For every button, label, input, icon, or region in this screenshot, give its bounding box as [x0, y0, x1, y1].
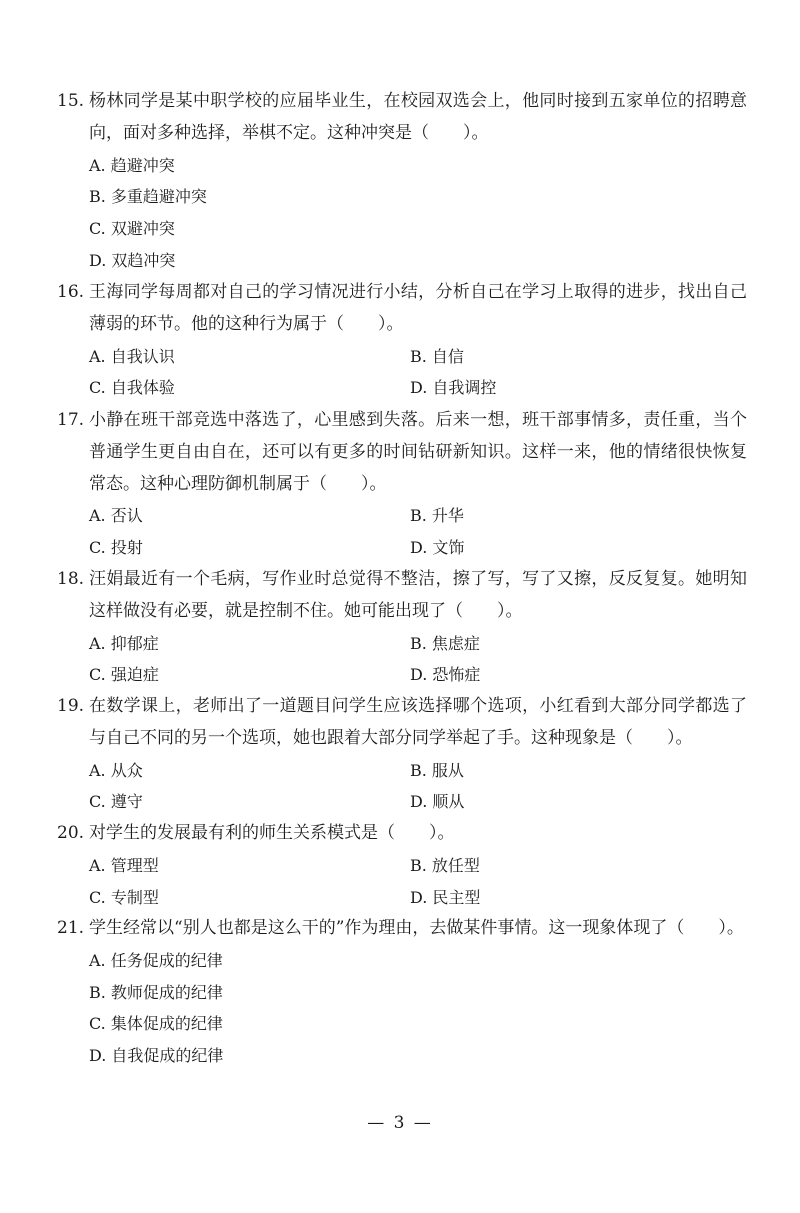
option-b: B. 焦虑症 [410, 633, 480, 653]
option-d: D. 恐怖症 [410, 665, 481, 685]
option-c: C. 投射 [89, 538, 143, 558]
option-a: A. 管理型 [89, 855, 159, 875]
question-number: 17. [57, 410, 85, 430]
option-d: D. 双趋冲突 [89, 250, 176, 270]
option-c: C. 专制型 [89, 887, 159, 907]
question-stem: 对学生的发展最有利的师生关系模式是（ ）。 [89, 823, 455, 843]
option-b: B. 服从 [410, 760, 464, 780]
question-stem: 小静在班干部竞选中落选了，心里感到失落。后来一想，班干部事情多，责任重，当个普通学生更自由自在，还可以有更多的时间钻研新知识。这样一来，他的情绪很快恢复常态。这种心理防御机制属于（ ）。 [89, 410, 747, 494]
option-b: B. 自信 [410, 346, 464, 366]
option-list [89, 755, 747, 819]
question-stem: 王海同学每周都对自己的学习情况进行小结，分析自己在学习上取得的进步，找出自己薄弱的环节。他的这种行为属于（ ）。 [89, 282, 747, 334]
question-number: 19. [57, 696, 85, 716]
question-stem: 汪娟最近有一个毛病，写作业时总觉得不整洁，擦了写，写了又擦，反反复复。她明知这样做没有必要，就是控制不住。她可能出现了（ ）。 [89, 569, 747, 621]
option-c: C. 遵守 [89, 792, 143, 812]
page-number: — 3 — [367, 1113, 433, 1133]
option-list [89, 628, 747, 692]
option-list [89, 341, 747, 405]
option-a: A. 抑郁症 [89, 633, 159, 653]
option-d: D. 文饰 [410, 538, 465, 558]
question-20 [57, 818, 747, 913]
question-stem: 学生经常以“别人也都是这么干的”作为理由，去做某件事情。这一现象体现了（ ）。 [89, 918, 744, 938]
option-a: A. 从众 [89, 760, 143, 780]
option-list [89, 500, 747, 564]
question-17 [57, 405, 747, 564]
question-18 [57, 564, 747, 691]
question-number: 15. [57, 91, 85, 111]
question-number: 20. [57, 823, 85, 843]
option-d: D. 顺从 [410, 792, 465, 812]
question-16 [57, 277, 747, 404]
question-number: 21. [57, 918, 85, 938]
option-a: A. 趋避冲突 [89, 155, 175, 175]
option-d: D. 自我调控 [410, 378, 497, 398]
option-c: C. 集体促成的纪律 [89, 1014, 223, 1034]
option-d: D. 自我促成的纪律 [89, 1046, 224, 1066]
option-c: C. 强迫症 [89, 665, 159, 685]
option-c: C. 双避冲突 [89, 219, 175, 239]
question-19 [57, 691, 747, 818]
option-b: B. 放任型 [410, 855, 480, 875]
question-number: 18. [57, 569, 85, 589]
option-c: C. 自我体验 [89, 378, 175, 398]
question-stem: 在数学课上，老师出了一道题目问学生应该选择哪个选项，小红看到大部分同学都选了与自己不同的另一个选项，她也跟着大部分同学举起了手。这种现象是（ ）。 [89, 696, 747, 748]
option-b: B. 教师促成的纪律 [89, 982, 223, 1002]
option-d: D. 民主型 [410, 887, 481, 907]
question-15 [57, 86, 747, 277]
question-stem: 杨林同学是某中职学校的应届毕业生，在校园双选会上，他同时接到五家单位的招聘意向，面对多种选择，举棋不定。这种冲突是（ ）。 [89, 91, 747, 143]
option-a: A. 任务促成的纪律 [89, 950, 223, 970]
option-b: B. 升华 [410, 506, 464, 526]
option-b: B. 多重趋避冲突 [89, 187, 207, 207]
question-21 [57, 913, 747, 1072]
question-number: 16. [57, 282, 85, 302]
option-a: A. 自我认识 [89, 346, 175, 366]
option-list [89, 150, 747, 277]
option-list [89, 850, 747, 914]
option-a: A. 否认 [89, 506, 143, 526]
option-list [89, 945, 747, 1072]
